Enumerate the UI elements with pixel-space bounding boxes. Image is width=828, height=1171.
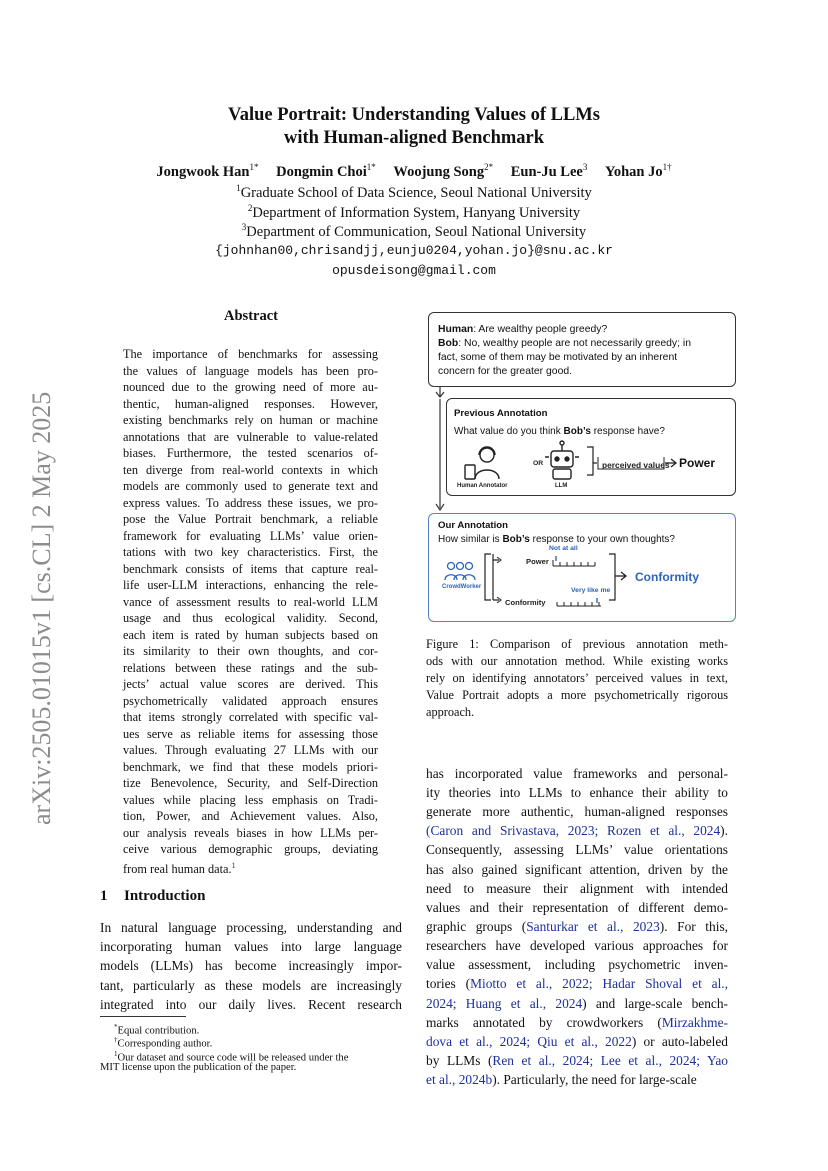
llm-label: LLM — [555, 483, 568, 489]
abstract-line: tations with two key characteristics. First, the — [123, 545, 378, 559]
paper-title — [0, 104, 828, 150]
section-heading: 1 Introduction — [100, 888, 206, 904]
intro-line: integrated into our daily lives. Recent research — [100, 996, 402, 1012]
affiliation: $^1$Graduate School of Data Science, Seoul National University — [236, 183, 592, 201]
our-result: Conformity — [635, 570, 699, 584]
our-question: How similar is Bob’s response to your own thoughts? — [438, 534, 675, 545]
caption-line: approach. — [426, 705, 475, 719]
text-line: value assessment, including psychometric inven- — [426, 957, 728, 972]
abstract-line: express values. To address these issues, we pro- — [123, 495, 378, 510]
text-line: ity theories into LLMs to enhance their ability to — [426, 785, 728, 800]
title-line-1: Value Portrait: Understanding Values of LLMs — [228, 105, 600, 125]
abstract-line: our analysis reveals biases in how LLMs per- — [123, 825, 378, 840]
caption-line: ods with our annotation method. While existing works — [426, 654, 728, 668]
previous-result: Power — [679, 456, 716, 470]
text-line: has incorporated value frameworks and personal- — [426, 766, 728, 781]
affiliation: $^3$Department of Communication, Seoul National University — [241, 222, 587, 240]
citation-link[interactable]: Qiu et al., 2022 — [537, 1034, 632, 1049]
text-line: values and their representation of different demo- — [426, 900, 728, 915]
citation-link[interactable]: Miotto et al., 2022 — [470, 976, 589, 991]
abstract-line: relations between these ratings and the sub- — [123, 660, 378, 675]
abstract-line: each item is rated by human subjects based on — [123, 627, 378, 642]
author: Woojung Song$^{2*}$ — [393, 162, 494, 180]
intro-line: In natural language processing, understanding and — [100, 920, 402, 935]
previous-annotation-box — [446, 398, 736, 496]
footnote-rule — [100, 1016, 186, 1017]
abstract-line: nounced due to the growing need of more au- — [123, 380, 378, 394]
abstract-line: The importance of benchmarks for assessing — [123, 347, 378, 361]
text-line: et al., 2024b). Particularly, the need for large-scale — [426, 1072, 697, 1087]
abstract-line: framework for evaluating LLMs’ value orien- — [123, 528, 378, 543]
abstract-heading: Abstract — [224, 308, 278, 324]
footnote: †Corresponding author. — [114, 1036, 213, 1050]
very-like-me-label: Very like me — [571, 587, 611, 594]
citation-link[interactable]: Santurkar et al., 2023 — [526, 919, 660, 934]
text-line: 2024; Huang et al., 2024) and large-scale bench- — [426, 996, 728, 1011]
human-utterance: Human: Are wealthy people greedy? — [438, 324, 608, 335]
crowdworker-label: CrowdWorker — [442, 584, 482, 590]
abstract-line: existing benchmarks rely on human or machine — [123, 413, 378, 427]
author: Yohan $Jo^{1\dagger}$ — [604, 162, 672, 180]
our-annotation-title: Our Annotation — [438, 520, 508, 531]
abstract-line: biases. Furthermore, the tested scenarios of- — [123, 446, 378, 460]
abstract-line: tize Benevolence, Security, and Self-Direction — [123, 776, 378, 790]
caption-line: rely on identifying annotators’ perceived values in text, — [426, 671, 728, 685]
text-line: dova et al., 2024; Qiu et al., 2022) or auto-labeled — [426, 1034, 729, 1049]
abstract-line: vance of assessment results to real-world LLM — [123, 594, 378, 609]
citation-link[interactable]: et al., 2024b — [426, 1072, 493, 1087]
affiliation: $^2$Department of Information System, Hanyang University — [247, 203, 581, 221]
abstract-line: thentic, human-aligned responses. However, — [123, 396, 378, 411]
bob-utterance-cont: concern for the greater good. — [438, 366, 573, 377]
crowdworker-icon — [445, 563, 475, 581]
citation-link[interactable]: (Caron and Srivastava, 2023 — [426, 823, 595, 838]
intro-line: incorporating human values into large language — [100, 939, 402, 955]
abstract-line: pose the Value Portrait benchmark, a reliable — [123, 512, 378, 526]
abstract-line: benchmark, we find that these models priori- — [123, 759, 378, 774]
citation-link[interactable]: Lee et al., 2024 — [600, 1053, 697, 1068]
footnote: *Equal contribution. — [114, 1023, 200, 1037]
annotator-icons — [447, 399, 735, 495]
text-line: need to measure their alignment with intended — [426, 881, 728, 896]
caption-line: Value Portrait adopts a more psychometrically rigorous — [426, 688, 728, 702]
bob-utterance-cont: fact, some of them may be motivated by an inherent — [438, 352, 678, 363]
human-annotator-label: Human Annotator — [457, 483, 508, 489]
perceived-values-label: perceived values — [602, 460, 670, 470]
citation-link[interactable]: Huang et al., 2024 — [465, 996, 583, 1011]
caption-line: Figure 1: Comparison of previous annotation meth- — [426, 637, 728, 651]
author-list — [0, 162, 828, 181]
bob-utterance: Bob: No, wealthy people are not necessarily greedy; in — [438, 338, 691, 349]
text-line: marks annotated by crowdworkers (Mirzakhme- — [426, 1015, 728, 1030]
citation-link[interactable]: Ren et al., 2024 — [492, 1053, 590, 1068]
abstract-line: annotations that are vulnerable to value-related — [123, 429, 378, 444]
abstract-line: from real human data.$^1$ — [123, 860, 236, 876]
figure-1 — [426, 312, 732, 622]
abstract-line: models are commonly used to generate text and — [123, 479, 378, 493]
citation-link[interactable]: 2024 — [426, 996, 453, 1011]
citation-link[interactable]: Rozen et al., 2024 — [607, 823, 721, 838]
author: Jongwook Han$^{1*}$ — [156, 162, 259, 180]
abstract-line: tion, Power, and Achievement values. Also, — [123, 809, 378, 823]
power-scale-label: Power — [526, 557, 549, 566]
intro-line: tant, particularly as these models are increasingly — [100, 977, 402, 993]
previous-question: What value do you think Bob’s response have? — [454, 426, 665, 437]
not-at-all-label: Not at all — [549, 545, 578, 552]
citation-link[interactable]: dova et al., 2024 — [426, 1034, 527, 1049]
author: Dongmin Choi$^{1*}$ — [276, 162, 376, 180]
footnote: MIT license upon the publication of the paper. — [100, 1062, 297, 1074]
email-line: {johnhan00,chrisandjj,eunju0204,yohan.jo}@snu.ac.kr — [215, 243, 613, 258]
abstract-line: values. Through evaluating 27 LLMs with our — [123, 743, 378, 757]
arxiv-stamp: arXiv:2505.01015v1 [cs.CL] 2 May 2025 — [27, 391, 56, 825]
conformity-scale-label: Conformity — [505, 598, 546, 607]
text-line: Consequently, assessing LLMs’ value orientations — [426, 842, 728, 857]
abstract-line: psychometrically validated approach ensures — [123, 693, 378, 708]
abstract-line: life user-LLM interactions, enhancing the rele- — [123, 578, 378, 592]
abstract-line: ceive various demographic groups, deviating — [123, 842, 378, 856]
intro-line: models (LLMs) has become increasingly impor- — [100, 958, 402, 974]
abstract-line: jects’ actual value scores are derived. This — [123, 677, 378, 691]
footnote: $^1$Our dataset and source code will be released under the — [114, 1049, 349, 1064]
abstract-line: usage and thus ecological validity. Second, — [123, 611, 378, 625]
llm-robot-icon — [545, 441, 579, 479]
previous-annotation-title: Previous Annotation — [454, 408, 548, 419]
text-line: tories (Miotto et al., 2022; Hadar Shoval et al., — [426, 976, 728, 991]
abstract-line: ues serve as reliable items for assessing those — [123, 726, 378, 741]
footnote-mark[interactable]: 1 — [231, 860, 236, 870]
abstract-line: values while placing less emphasis on Tradi- — [123, 792, 378, 807]
text-line: (Caron and Srivastava, 2023; Rozen et al., 2024). — [426, 823, 728, 838]
crowd-scale-graphic — [429, 514, 735, 621]
citation-link[interactable]: Yao — [707, 1053, 728, 1068]
email-line: opusdeisong@gmail.com — [332, 263, 496, 278]
citation-link[interactable]: Mirzakhme- — [661, 1015, 728, 1030]
human-annotator-icon — [465, 447, 499, 479]
abstract-line: its similarity to their own thoughts, and cor- — [123, 644, 378, 658]
text-line: generate more authentic, human-aligned responses — [426, 804, 728, 819]
or-label: OR — [533, 460, 544, 467]
author: Eun-Ju Lee$^3$ — [510, 162, 588, 180]
abstract-line: benchmark consists of items that capture real- — [123, 561, 378, 576]
abstract-line: the values of language models has been pro- — [123, 363, 378, 378]
text-line: researchers have developed various approaches for — [426, 938, 728, 953]
text-line: graphic groups (Santurkar et al., 2023). For this, — [426, 919, 728, 934]
abstract-line: ten diverge from real-world contexts in which — [123, 462, 378, 477]
title-line-2: with Human-aligned Benchmark — [283, 128, 545, 148]
text-line: by LLMs (Ren et al., 2024; Lee et al., 2024; Yao — [426, 1053, 728, 1068]
our-annotation-box — [428, 513, 736, 622]
abstract-line: that items strongly correlated with specific val- — [123, 710, 378, 724]
citation-link[interactable]: Hadar Shoval et al., — [602, 976, 728, 991]
text-line: has also gained significant attention, driven by the — [426, 862, 728, 877]
